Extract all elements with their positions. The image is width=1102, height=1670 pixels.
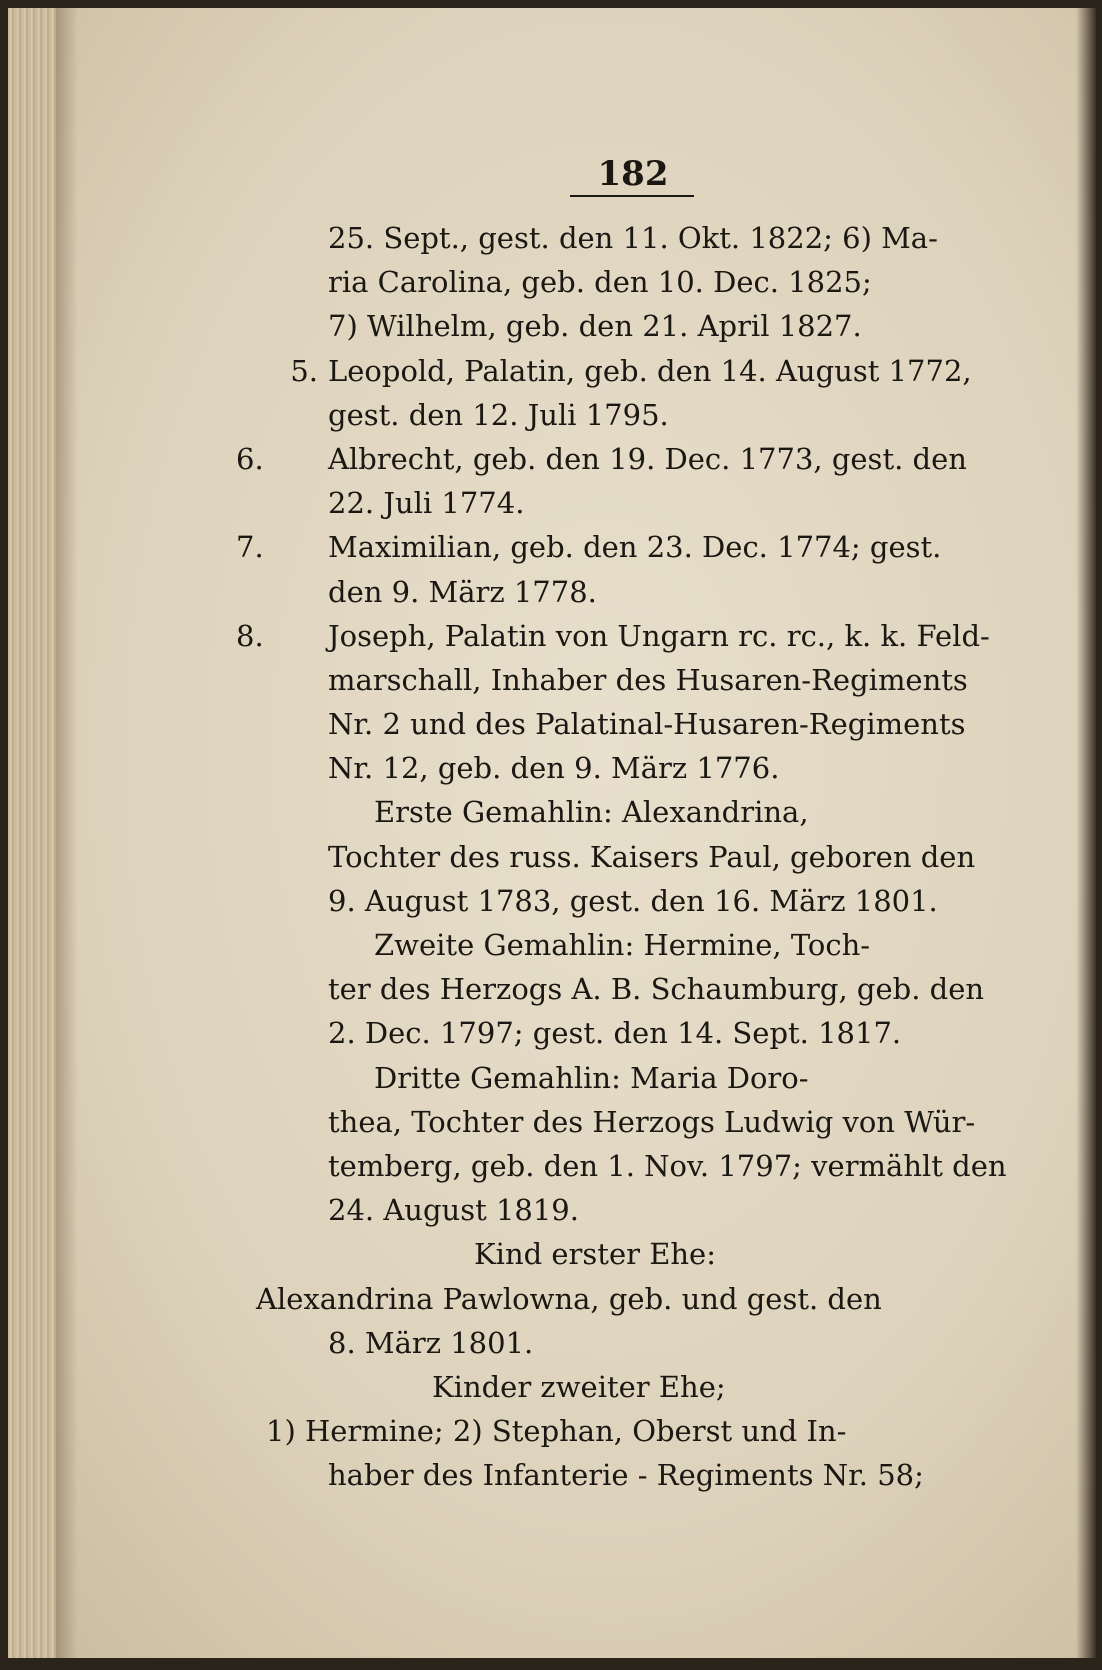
text-line: gest. den 12. Juli 1795. <box>328 397 669 432</box>
text-line: ter des Herzogs A. B. Schaumburg, geb. den <box>328 972 985 1007</box>
item-number: 5. <box>290 353 318 388</box>
list-item-5 <box>236 349 1036 393</box>
text-line: Nr. 12, geb. den 9. März 1776. <box>328 751 780 786</box>
item-number: 8. <box>236 618 264 653</box>
text-line: Zweite Gemahlin: Hermine, Toch- <box>374 928 871 962</box>
page-number-rule <box>570 195 694 197</box>
text-line: Tochter des russ. Kaisers Paul, geboren den <box>328 839 976 874</box>
text-line: 8. März 1801. <box>328 1325 534 1360</box>
text-line: 2. Dec. 1797; gest. den 14. Sept. 1817. <box>328 1016 902 1051</box>
text-line: Leopold, Palatin, geb. den 14. August 1772, <box>328 353 972 388</box>
section-heading: Kind erster Ehe: <box>474 1237 716 1272</box>
text-line: 1) Hermine; 2) Stephan, Oberst und In- <box>266 1414 847 1449</box>
body-text <box>236 216 1036 1497</box>
text-line: 7) Wilhelm, geb. den 21. April 1827. <box>328 309 862 344</box>
text-line: 24. August 1819. <box>328 1193 579 1228</box>
text-line: Dritte Gemahlin: Maria Doro- <box>374 1060 809 1095</box>
list-item-6 <box>236 437 1036 481</box>
text-line: Albrecht, geb. den 19. Dec. 1773, gest. den <box>328 441 967 476</box>
text-line: marschall, Inhaber des Husaren-Regiments <box>328 662 968 697</box>
list-item-7 <box>236 525 1036 569</box>
text-line: Joseph, Palatin von Ungarn rc. rc., k. k. Feld- <box>328 618 990 653</box>
gutter-shadow <box>56 8 78 1658</box>
text-line: 9. August 1783, gest. den 16. März 1801. <box>328 883 938 918</box>
text-line: 25. Sept., gest. den 11. Okt. 1822; 6) Ma- <box>328 221 938 255</box>
text-line: Nr. 2 und des Palatinal-Husaren-Regiments <box>328 707 966 742</box>
text-line: ria Carolina, geb. den 10. Dec. 1825; <box>328 265 872 300</box>
page-edges <box>8 8 56 1658</box>
text-line: Alexandrina Pawlowna, geb. und gest. den <box>256 1281 882 1316</box>
text-line: 22. Juli 1774. <box>328 486 525 521</box>
text-line: Erste Gemahlin: Alexandrina, <box>374 795 809 830</box>
item-number: 6. <box>236 441 264 476</box>
page-number: 182 <box>597 154 669 194</box>
text-line: Maximilian, geb. den 23. Dec. 1774; gest. <box>328 530 942 565</box>
right-edge-shadow <box>1076 8 1096 1658</box>
item-number: 7. <box>236 530 264 565</box>
section-heading: Kinder zweiter Ehe; <box>432 1369 726 1404</box>
text-line: den 9. März 1778. <box>328 574 597 609</box>
text-line: haber des Infanterie - Regiments Nr. 58; <box>328 1458 924 1493</box>
list-item-8 <box>236 614 1036 658</box>
text-line: temberg, geb. den 1. Nov. 1797; vermählt den <box>328 1148 1007 1183</box>
book-page <box>8 8 1096 1658</box>
text-line: thea, Tochter des Herzogs Ludwig von Wür- <box>328 1104 976 1139</box>
